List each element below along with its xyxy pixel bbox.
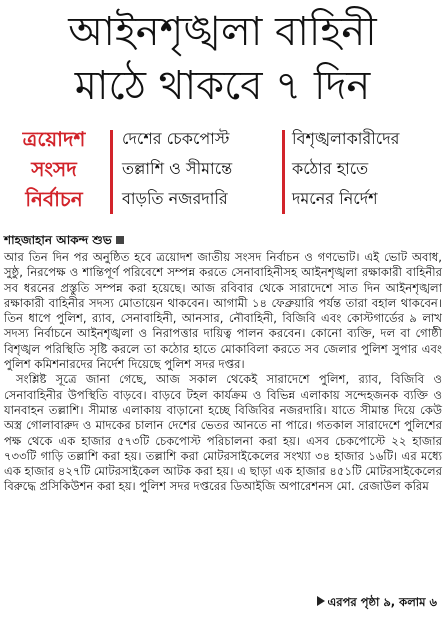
arrow-right-icon xyxy=(317,596,325,606)
kicker-label xyxy=(4,124,104,214)
byline xyxy=(4,232,124,252)
article-body xyxy=(4,250,442,495)
byline-square-icon xyxy=(116,236,124,244)
deck-left xyxy=(122,124,277,214)
deck-right-line-3: দমনের নির্দেশ xyxy=(292,189,378,208)
deck-left-line-3: বাড়তি নজরদারি xyxy=(122,189,228,208)
continuation-text: এরপর পৃষ্ঠা ৯, কলাম ৬ xyxy=(327,595,437,609)
kicker-line-3: নির্বাচন xyxy=(25,187,83,211)
headline-line-1: আইনশৃঙ্খলা বাহিনী xyxy=(68,9,377,55)
deck-right-line-2: কঠোর হাতে xyxy=(292,159,369,178)
subheading-row xyxy=(4,124,441,220)
red-divider-right xyxy=(282,130,285,214)
kicker-line-1: ত্রয়োদশ xyxy=(22,127,86,151)
deck-left-line-1: দেশের চেকপোস্ট xyxy=(122,129,230,148)
article-paragraph-1: আর তিন দিন পর অনুষ্ঠিত হবে ত্রয়োদশ জাতীয় সংসদ নির্বাচন ও গণভোট। এই ভোট অবাধ, সুষ্ঠু, নিরপেক্ষ ও শান্তিপূর্ণ পরিবেশে সম্পন্ন করতে সেনাবাহিনীসহ আইনশৃঙ্খলা রক্ষাকারী বাহিনীর সব ধরনের প্রস্তুতি সম্পন্ন করা হয়েছে। আজ রবিবার থেকে সারাদেশে সাত দিন আইনশৃঙ্খলা রক্ষাকারী বাহিনীর সদস্য মোতায়েন থাকবেন। আগামী ১৪ ফেব্রুয়ারি পর্যন্ত তারা বহাল থাকবেন। তিন ধাপে পুলিশ, র‌্যাব, সেনাবাহিনী, আনসার, নৌবাহিনী, বিজিবি এবং কোস্টগার্ডের ৯ লাখ সদস্য নির্বাচনে আইনশৃঙ্খলা ও নিরাপত্তার দায়িত্ব পালন করবেন। কোনো ব্যক্তি, দল বা গোষ্ঠী বিশৃঙ্খল পরিস্থিতি সৃষ্টি করলে তা কঠোর হাতে মোকাবিলা করতে সব জেলার পুলিশ সুপার এবং পুলিশ কমিশনারদের নির্দেশ দিয়েছে পুলিশ সদর দপ্তর। xyxy=(4,250,442,372)
continuation-note[interactable] xyxy=(317,594,438,613)
deck-left-line-2: তল্লাশি ও সীমান্তে xyxy=(122,159,233,178)
byline-name: শাহজাহান আকন্দ শুভ xyxy=(4,233,112,247)
kicker-line-2: সংসদ xyxy=(31,157,77,181)
article-paragraph-2: সংশ্লিষ্ট সূত্রে জানা গেছে, আজ সকাল থেকেই সারাদেশে পুলিশ, র‌্যাব, বিজিবি ও সেনাবাহিনীর উপস্থিতি বাড়বে। বাড়বে টহল কার্যক্রম ও বিভিন্ন এলাকায় সন্দেহজনক ব্যক্তি ও যানবাহন তল্লাশি। সীমান্ত এলাকায় বাড়ানো হচ্ছে বিজিবির নজরদারি। যাতে সীমান্ত দিয়ে কেউ অস্ত্র গোলাবারুদ ও মাদকের চালান দেশের ভেতর আনতে না পারে। গতকাল সারাদেশে পুলিশের পক্ষ থেকে এক হাজার ৫৭৩টি চেকপোস্ট পরিচালনা করা হয়। এসব চেকপোস্টে ২২ হাজার ৭৩৩টি গাড়ি তল্লাশি করা হয়। তল্লাশি করা মোটরসাইকেলের সংখ্যা ৩৪ হাজার ১৬টি। এর মধ্যে এক হাজার ৪২৭টি মোটরসাইকেল আটক করা হয়। এ ছাড়া এক হাজার ৪৫১টি মোটরসাইকেলের বিরুদ্ধে প্রসিকিউশন করা হয়। পুলিশ সদর দপ্তরের ডিআইজি অপারেশনস মো. রেজাউল করিম xyxy=(4,372,442,494)
red-divider-left xyxy=(110,130,113,214)
headline-line-2: মাঠে থাকবে ৭ দিন xyxy=(74,63,371,109)
deck-right xyxy=(292,124,444,214)
deck-right-line-1: বিশৃঙ্খলাকারীদের xyxy=(292,129,400,148)
